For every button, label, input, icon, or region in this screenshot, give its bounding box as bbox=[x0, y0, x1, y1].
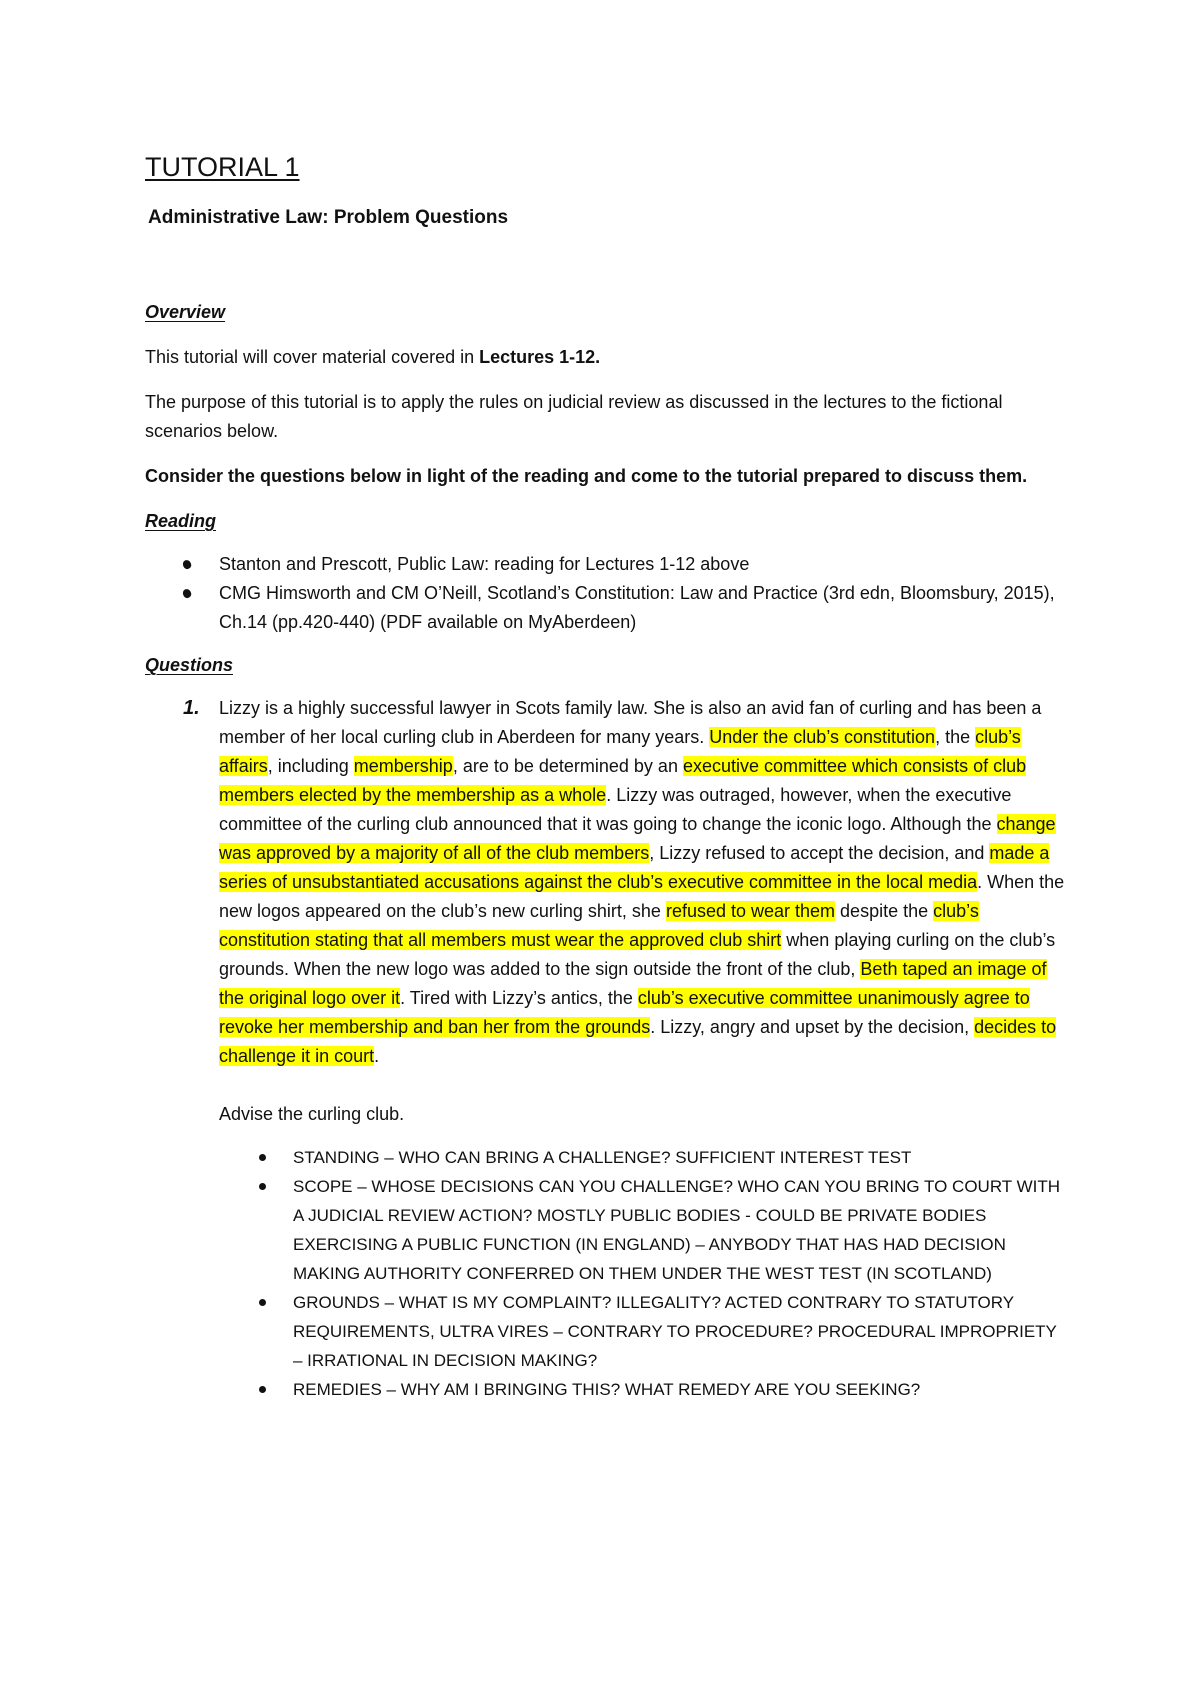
question-1 bbox=[145, 694, 1065, 1071]
question-text: Lizzy is a highly successful lawyer in Scots family law. She is also an avid fan of curling and has been a member of her local curling club in Aberdeen for many years. bbox=[219, 698, 1042, 747]
highlighted-text: executive committee which consists of club members elected by the membership as a whole bbox=[219, 756, 1027, 805]
answer-point-text: GROUNDS – WHAT IS MY COMPLAINT? ILLEGALITY? ACTED CONTRARY TO STATUTORY REQUIREMENTS, ULTRA VIRES – CONTRARY TO PROCEDURE? PROCEDURAL IMPROPRIETY – IRRATIONAL IN DECISION MAKING? bbox=[293, 1293, 1057, 1370]
highlighted-text: change was approved by a majority of all of the club members bbox=[219, 814, 1056, 863]
overview-p1-text: This tutorial will cover material covered in bbox=[145, 347, 480, 367]
overview-heading: Overview bbox=[145, 302, 226, 322]
question-text: . Lizzy was outraged, however, when the executive committee of the curling club announced that it was going to change the iconic logo. Although the bbox=[219, 785, 1012, 834]
reading-item bbox=[145, 550, 1065, 579]
answer-points-list bbox=[145, 1143, 1065, 1404]
overview-p1-lectures: Lectures 1-12. bbox=[479, 347, 601, 367]
question-text: , the bbox=[935, 727, 976, 747]
question-text: , Lizzy refused to accept the decision, and bbox=[649, 843, 990, 863]
answer-point bbox=[145, 1375, 1065, 1404]
bullet-icon bbox=[259, 1386, 266, 1393]
overview-paragraph-2: The purpose of this tutorial is to apply the rules on judicial review as discussed in the lectures to the fictional scenarios below. bbox=[145, 392, 1003, 441]
question-text: despite the bbox=[835, 901, 934, 921]
highlighted-text: membership bbox=[353, 756, 453, 776]
reading-list bbox=[145, 550, 1065, 637]
document-subtitle: Administrative Law: Problem Questions bbox=[148, 207, 509, 228]
advise-line: Advise the curling club. bbox=[219, 1104, 405, 1124]
highlighted-text: Beth taped an image of the original logo over it bbox=[219, 959, 1047, 1008]
answer-point bbox=[145, 1143, 1065, 1172]
questions-heading: Questions bbox=[145, 655, 234, 675]
highlighted-text: decides to challenge it in court bbox=[219, 1017, 1057, 1066]
question-body bbox=[219, 694, 1065, 1071]
bullet-icon bbox=[259, 1299, 266, 1306]
bullet-icon bbox=[259, 1183, 266, 1190]
bullet-icon bbox=[181, 559, 192, 571]
document-content bbox=[145, 150, 1065, 1404]
document-title: TUTORIAL 1 bbox=[145, 152, 300, 182]
highlighted-text: refused to wear them bbox=[665, 901, 836, 921]
question-text: . bbox=[374, 1046, 380, 1066]
question-text: , including bbox=[267, 756, 354, 776]
overview-paragraph-1 bbox=[145, 343, 1065, 372]
highlighted-text: Under the club’s constitution bbox=[709, 727, 936, 747]
highlighted-text: club’s constitution stating that all members must wear the approved club shirt bbox=[219, 901, 979, 950]
highlighted-text: club’s executive committee unanimously agree to revoke her membership and ban her from the grounds bbox=[219, 988, 1030, 1037]
answer-point-text: REMEDIES – WHY AM I BRINGING THIS? WHAT REMEDY ARE YOU SEEKING? bbox=[293, 1380, 921, 1399]
answer-point-text: SCOPE – WHOSE DECISIONS CAN YOU CHALLENGE? WHO CAN YOU BRING TO COURT WITH A JUDICIAL REVIEW ACTION? MOSTLY PUBLIC BODIES - COULD BE PRIVATE BODIES EXERCISING A PUBLIC FUNCTION (IN ENGLAND) – ANYBODY THAT HAS HAD DECISION MAKING AUTHORITY CONFERRED ON THEM UNDER THE WEST TEST (IN SCOTLAND) bbox=[293, 1177, 1061, 1283]
question-number: 1. bbox=[183, 697, 200, 719]
question-text: when playing curling on the club’s grounds. When the new logo was added to the sign outside the front of the club, bbox=[219, 930, 1056, 979]
highlighted-text: club’s affairs bbox=[219, 727, 1021, 776]
reading-item bbox=[145, 579, 1065, 637]
reading-item-text: Stanton and Prescott, Public Law: reading for Lectures 1-12 above bbox=[219, 554, 750, 574]
question-text: . Lizzy, angry and upset by the decision, bbox=[650, 1017, 975, 1037]
question-text: , are to be determined by an bbox=[452, 756, 683, 776]
reading-heading: Reading bbox=[145, 511, 217, 531]
bullet-icon bbox=[259, 1154, 266, 1161]
bullet-icon bbox=[181, 588, 192, 600]
question-text: . Tired with Lizzy’s antics, the bbox=[400, 988, 638, 1008]
reading-item-text: CMG Himsworth and CM O’Neill, Scotland’s Constitution: Law and Practice (3rd edn, Bloomsbury, 2015), Ch.14 (pp.420-440) (PDF available on MyAberdeen) bbox=[219, 583, 1055, 632]
highlighted-text: made a series of unsubstantiated accusations against the club’s executive committee in the local media bbox=[219, 843, 1050, 892]
question-text: . When the new logos appeared on the club’s new curling shirt, she bbox=[219, 872, 1065, 921]
answer-point bbox=[145, 1172, 1065, 1288]
overview-paragraph-3: Consider the questions below in light of the reading and come to the tutorial prepared to discuss them. bbox=[145, 466, 1028, 486]
answer-point bbox=[145, 1288, 1065, 1375]
answer-point-text: STANDING – WHO CAN BRING A CHALLENGE? SUFFICIENT INTEREST TEST bbox=[293, 1148, 912, 1167]
